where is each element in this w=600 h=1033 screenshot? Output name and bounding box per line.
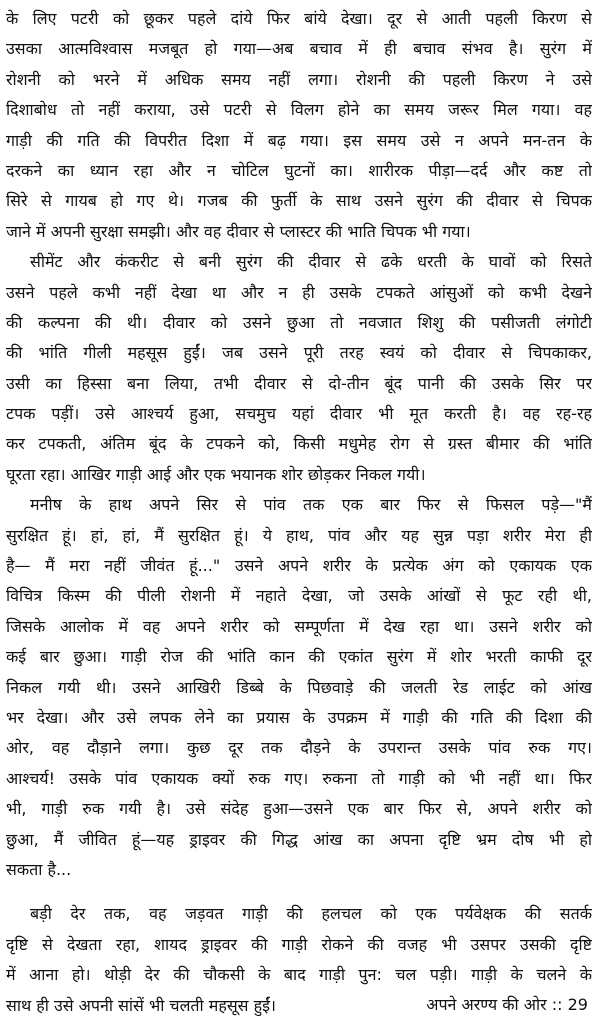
paragraph-gap — [6, 885, 592, 899]
text-line: आश्चर्य! उसके पांव एकायक क्यों रुक गए। रुकना तो गाड़ी को भी नहीं था। फिर — [6, 768, 592, 788]
text-line: गाड़ी की गति की विपरीत दिशा में बढ़ गया। इस समय उसे न अपने मन-तन के — [6, 130, 592, 150]
text-line: उसने पहले कभी नहीं देखा था और न ही उसके टपकते आंसुओं को कभी देखने — [6, 282, 592, 302]
text-line: भी, गाड़ी रुक गयी है। उसे संदेह हुआ—उसने एक बार फिर से, अपने शरीर को — [6, 799, 592, 819]
paragraph — [6, 4, 592, 247]
text-line: है— मैं मरा नहीं जीवंत हूं..." उसने अपने शरीर के प्रत्येक अंग को एकायक एक — [6, 556, 592, 576]
text-line: के लिए पटरी को छूकर पहले दांये फिर बांये देखा। दूर से आती पहली किरण से — [6, 9, 592, 28]
text-line: रोशनी को भरने में अधिक समय नहीं लगा। रोशनी की पहली किरण ने उसे — [6, 69, 592, 89]
text-line: जाने में अपनी सुरक्षा समझी। और वह दीवार से प्लास्टर की भाति चिपक भी गया। — [6, 221, 471, 241]
paragraph — [6, 490, 592, 885]
text-line: भर देखा। और उसे लपक लेने का प्रयास के उपक्रम में गाड़ी की गति की दिशा की — [6, 707, 592, 727]
text-line: दरकने का ध्यान रहा और न चोटिल घुटनों का। शारीरक पीड़ा—दर्द और कष्ट तो — [6, 160, 592, 180]
text-line: बड़ी देर तक, वह जड़वत गाड़ी की हलचल को एक पर्यवेक्षक की सतर्क — [30, 904, 592, 924]
text-line: विचित्र किस्म की पीली रोशनी में नहाते देखा, जो उसके आंखों से फूट रही थी, — [6, 586, 592, 606]
page-footer — [426, 993, 588, 1017]
text-line: सिरे से गायब हो गए थे। गजब की फुर्ती के साथ उसने सुरंग की दीवार से चिपक — [6, 191, 592, 211]
text-line: दिशाबोध तो नहीं कराया, उसे पटरी से विलग होने का समय जरूर मिल गया। वह — [6, 100, 592, 120]
footer-text: अपने अरण्य की ओर :: 29 — [426, 995, 588, 1014]
text-line: सुरक्षित हूं। हां, हां, मैं सुरक्षित हूं। ये हाथ, पांव और यह सुन्न पड़ा शरीर मेरा ही — [6, 525, 592, 545]
text-line: साथ ही उसे अपनी सांसें भी चलती महसूस हुईं। — [6, 995, 276, 1015]
text-line: कर टपकती, अंतिम बूंद के टपकने को, किसी मधुमेह रोग से ग्रस्त बीमार की भांति — [6, 434, 592, 454]
text-line: कई बार छुआ। गाड़ी रोज की भांति कान की एकांत सुरंग में शोर भरती काफी दूर — [6, 647, 592, 667]
text-line: ओर, वह दौड़ाने लगा। कुछ दूर तक दौड़ने के उपरान्त उसके पांव रुक गए। — [6, 738, 592, 758]
text-line: घूरता रहा। आखिर गाड़ी आई और एक भयानक शोर छोड़कर निकल गयी। — [6, 464, 426, 484]
text-line: दृष्टि से देखता रहा, शायद ड्राइवर की गाड़ी रोकने की वजह भी उसपर उसकी दृष्टि — [6, 934, 592, 954]
text-line: मनीष के हाथ अपने सिर से पांव तक एक बार फिर से फिसल पड़े—"मैं — [30, 495, 592, 515]
text-line: सीमेंट और कंकरीट से बनी सुरंग की दीवार से ढके धरती के घावों को रिसते — [30, 252, 592, 272]
text-line: उसी का हिस्सा बना लिया, तभी दीवार से दो-तीन बूंद पानी की उसके सिर पर — [6, 373, 592, 393]
text-line: निकल गयी थी। उसने आखिरी डिब्बे के पिछवाड़े की जलती रेड लाईट को आंख — [6, 677, 592, 697]
text-line: सकता है... — [6, 859, 72, 879]
text-line: टपक पड़ीं। उसे आश्चर्य हुआ, सचमुच यहां दीवार भी मूत करती है। वह रह-रह — [6, 404, 592, 424]
paragraph — [6, 247, 592, 490]
text-line: की भांति गीली महसूस हुईं। जब उसने पूरी तरह स्वयं को दीवार से चिपकाकर, — [6, 343, 592, 363]
text-line: छुआ, मैं जीवित हूं—यह ड्राइवर की गिद्ध आंख का अपना दृष्टि भ्रम दोष भी हो — [6, 829, 592, 849]
text-line: उसका आत्मविश्वास मजबूत हो गया—अब बचाव में ही बचाव संभव है। सुरंग में — [6, 39, 592, 59]
text-line: में आना हो। थोड़ी देर की चौकसी के बाद गाड़ी पुन: चल पड़ी। गाड़ी के चलने के — [6, 965, 592, 985]
page-text — [6, 4, 592, 1021]
text-line: जिसके आलोक में वह अपने शरीर को सम्पूर्णता में देख रहा था। उसने शरीर को — [6, 616, 592, 636]
text-line: की कल्पना की थी। दीवार को उसने छुआ तो नवजात शिशु की पसीजती लंगोटी — [6, 312, 592, 332]
